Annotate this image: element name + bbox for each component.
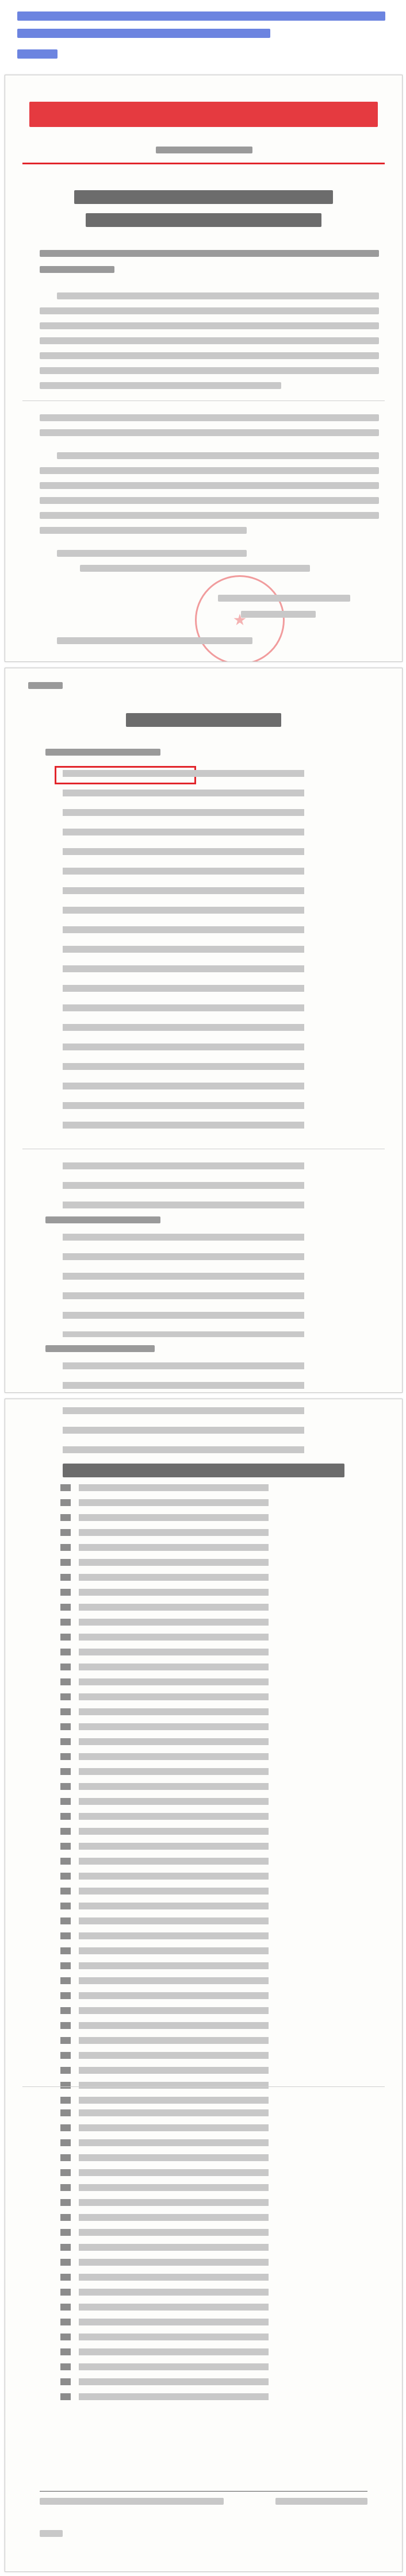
body-line-4: [40, 337, 379, 344]
list-2-leading-items: [63, 1407, 304, 1453]
project-list-items: [79, 1484, 269, 2116]
body-line-6: [40, 367, 379, 374]
body-line-2: [40, 307, 379, 314]
list-page-1: [5, 668, 403, 1393]
footer-date: [275, 2498, 367, 2505]
body-line-3: [40, 322, 379, 329]
body-line-5: [40, 352, 379, 359]
issuer-masthead: [29, 102, 378, 127]
document-number: [156, 147, 252, 153]
list-title-1: [126, 713, 281, 727]
body-line-7: [40, 382, 281, 389]
page-number: [40, 2530, 63, 2537]
body-line-8: [40, 414, 379, 421]
body-line-10: [57, 452, 379, 459]
list-title-2: [63, 1464, 344, 1477]
intro-notice: [5, 3, 401, 68]
project-list-numbers-continued: [60, 2109, 71, 2408]
notice-page: [5, 75, 403, 662]
issuer-signature: [218, 595, 350, 602]
project-list-page-break-rule: [22, 2086, 385, 2087]
notice-title-line-2: [86, 213, 321, 227]
contact-line: [57, 637, 252, 644]
footer-rule: [40, 2491, 367, 2492]
project-list-items-continued: [79, 2109, 269, 2408]
body-line-12: [40, 482, 379, 489]
body-line-9: [40, 429, 379, 436]
addressee-line-1: [40, 250, 379, 257]
project-list-numbers: [60, 1484, 71, 2116]
list-1-group-3: [63, 1362, 304, 1389]
masthead-rule: [22, 163, 385, 164]
body-line-11: [40, 467, 379, 474]
issue-date: [241, 611, 316, 618]
attachment-line-1: [57, 550, 247, 557]
list-1-group-heading-3: [45, 1345, 155, 1352]
attachment-line-2: [80, 565, 310, 572]
addressee-line-2: [40, 266, 114, 273]
list-1-group-1-continued: [63, 1162, 304, 1208]
body-line-13: [40, 497, 379, 504]
footer-issuer: [40, 2498, 224, 2505]
official-seal: [195, 575, 285, 662]
list-1-group-heading-1: [45, 749, 160, 756]
list-1-group-1: [63, 770, 304, 1140]
intro-line-2: [17, 29, 270, 38]
list-1-group-2: [63, 1234, 304, 1337]
body-line-14: [40, 512, 379, 519]
notice-title-line-1: [74, 190, 333, 204]
attachment-label-1: [28, 682, 63, 689]
body-line-1: [57, 292, 379, 299]
list-1-group-heading-2: [45, 1216, 160, 1223]
body-line-15: [40, 527, 247, 534]
intro-line-1: [17, 11, 385, 21]
list-page-2: [5, 1399, 403, 2572]
intro-line-3: [17, 49, 58, 59]
